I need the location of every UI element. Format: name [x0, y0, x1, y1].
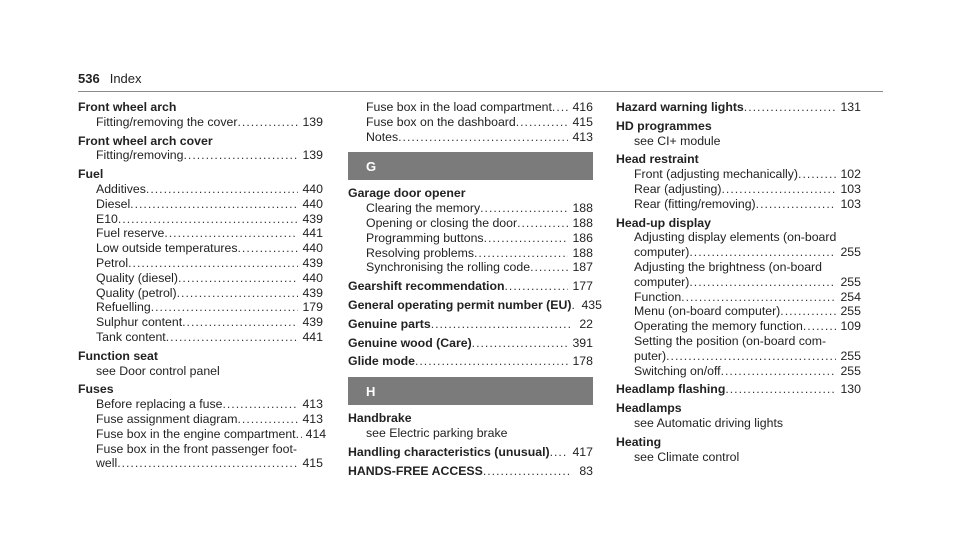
see-reference[interactable]: see Automatic driving lights	[634, 415, 784, 430]
subentry[interactable]: Quality (petrol) ..... 439	[78, 286, 323, 301]
subentry[interactable]: Fuse box in the engine compartment ..... 414	[78, 427, 323, 442]
entry-heading: Fuses	[78, 382, 114, 397]
page-number: 536	[78, 71, 100, 86]
letter-heading-g: G	[348, 152, 593, 180]
subentry[interactable]: Adjusting display elements (on-board	[634, 230, 837, 245]
index-entry	[348, 186, 593, 275]
page-ref: 255	[840, 245, 861, 260]
index-entry	[616, 216, 861, 379]
page-ref: 415	[302, 456, 323, 471]
page-ref: 139	[302, 148, 323, 163]
page-ref: 439	[302, 315, 323, 330]
entry-heading: Gearshift recommendation	[348, 279, 505, 294]
subentry[interactable]: Synchronising the rolling code ..... 187	[348, 260, 593, 275]
see-reference[interactable]: see Door control panel	[96, 363, 220, 378]
subentry-continued[interactable]: computer) ..... 255	[616, 245, 861, 260]
index-entry	[78, 134, 323, 164]
page-ref: 186	[572, 230, 593, 245]
entry-heading: Genuine wood (Care)	[348, 335, 472, 350]
subentry[interactable]: Operating the memory function ..... 109	[616, 319, 861, 334]
subentry[interactable]: Sulphur content ..... 439	[78, 315, 323, 330]
index-entry[interactable]	[348, 317, 593, 332]
subentry[interactable]: Low outside temperatures ..... 440	[78, 241, 323, 256]
page-ref: 440	[302, 196, 323, 211]
subentry-continued[interactable]: puter) ..... 255	[616, 349, 861, 364]
index-entry[interactable]	[348, 297, 602, 313]
page-ref: 440	[302, 241, 323, 256]
letter-heading-h: H	[348, 377, 593, 405]
page-ref: 22	[579, 316, 593, 331]
page-ref: 439	[302, 211, 323, 226]
index-entry	[616, 435, 861, 465]
subentry[interactable]: Fuse box in the load compartment ..... 416	[348, 100, 593, 115]
subentry[interactable]: Clearing the memory ..... 188	[348, 201, 593, 216]
page-ref: 102	[840, 167, 861, 182]
subentry[interactable]: Setting the position (on-board com-	[634, 333, 827, 348]
page-ref: 391	[572, 335, 593, 350]
index-entry[interactable]	[348, 445, 593, 460]
entry-heading: Genuine parts	[348, 316, 431, 331]
page-ref: 435	[581, 297, 602, 312]
page-ref: 414	[305, 426, 327, 441]
page-title: Index	[109, 71, 142, 86]
subentry[interactable]: Programming buttons ..... 186	[348, 231, 593, 246]
subentry[interactable]: Adjusting the brightness (on-board	[634, 259, 822, 274]
index-entry	[616, 401, 861, 431]
page-header	[78, 71, 142, 86]
subentry[interactable]: Switching on/off ..... 255	[616, 364, 861, 379]
entry-heading: Headlamp flashing	[616, 382, 726, 397]
subentry-continued[interactable]: well ..... 415	[78, 456, 323, 471]
subentry[interactable]: Quality (diesel) ..... 440	[78, 271, 323, 286]
entry-heading: Function seat	[78, 348, 158, 363]
entry-heading: Fuel	[78, 167, 104, 182]
page-ref: 413	[302, 397, 323, 412]
page-ref: 439	[302, 255, 323, 270]
page-ref: 416	[572, 100, 593, 114]
subentry[interactable]: Additives ..... 440	[78, 182, 323, 197]
subentry[interactable]: E10 ..... 439	[78, 212, 323, 227]
entry-heading: Garage door opener	[348, 186, 466, 201]
entry-heading: Headlamps	[616, 401, 682, 416]
subentry[interactable]: Rear (fitting/removing) ..... 103	[616, 197, 861, 212]
page-ref: 179	[302, 300, 323, 315]
entry-heading: Head-up display	[616, 215, 711, 230]
subentry[interactable]: Fitting/removing the cover ..... 139	[78, 115, 323, 130]
page-ref: 439	[302, 285, 323, 300]
page-ref: 254	[840, 289, 861, 304]
subentry[interactable]: Before replacing a fuse ..... 413	[78, 397, 323, 412]
page-ref: 255	[840, 363, 861, 378]
page-ref: 415	[572, 114, 593, 129]
page-ref: 188	[572, 245, 593, 260]
subentry[interactable]: Function ..... 254	[616, 290, 861, 305]
subentry[interactable]: Petrol ..... 439	[78, 256, 323, 271]
entry-heading: HD programmes	[616, 118, 712, 133]
subentry[interactable]: Tank content ..... 441	[78, 330, 323, 345]
index-entry[interactable]	[348, 464, 593, 479]
page-ref: 178	[572, 354, 593, 369]
page-ref: 177	[572, 279, 593, 294]
see-reference[interactable]: see CI+ module	[634, 133, 721, 148]
entry-heading: HANDS-FREE ACCESS	[348, 463, 483, 478]
page-ref: 109	[840, 319, 861, 334]
index-entry	[78, 349, 323, 379]
index-entry	[348, 411, 593, 441]
page-ref: 103	[840, 181, 861, 196]
index-entry[interactable]	[616, 100, 861, 115]
index-entry[interactable]	[348, 279, 593, 294]
page-ref: 139	[302, 114, 323, 129]
index-entry-continued	[348, 100, 593, 144]
index-column-2	[348, 100, 602, 482]
index-column-1	[78, 100, 327, 475]
index-entry	[616, 152, 861, 211]
page-ref: 103	[840, 196, 861, 211]
page-ref: 440	[302, 270, 323, 285]
subentry-continued[interactable]: computer) ..... 255	[616, 275, 861, 290]
page-ref: 130	[840, 382, 861, 397]
page-ref: 255	[840, 348, 861, 363]
see-reference[interactable]: see Climate control	[634, 449, 740, 464]
index-entry	[78, 382, 327, 471]
index-column-3	[616, 100, 861, 468]
page-ref: 255	[840, 304, 861, 319]
page-ref: 131	[840, 100, 861, 114]
page-ref: 188	[572, 201, 593, 216]
subentry[interactable]: Refuelling ..... 179	[78, 300, 323, 315]
page-ref: 413	[572, 129, 593, 144]
page-ref: 413	[302, 411, 323, 426]
entry-heading: Handling characteristics (unusual)	[348, 444, 550, 459]
subentry[interactable]: Fuel reserve ..... 441	[78, 226, 323, 241]
page-ref: 83	[579, 463, 593, 478]
page-ref: 188	[572, 215, 593, 230]
page-ref: 255	[840, 274, 861, 289]
see-reference[interactable]: see Electric parking brake	[366, 425, 508, 440]
subentry[interactable]: Menu (on-board computer) ..... 255	[616, 304, 861, 319]
subentry[interactable]: Fuse box on the dashboard ..... 415	[348, 115, 593, 130]
entry-heading: General operating permit number (EU)	[348, 297, 572, 312]
index-entry	[78, 100, 323, 130]
entry-heading: Heating	[616, 434, 662, 449]
subentry[interactable]: Rear (adjusting) ..... 103	[616, 182, 861, 197]
index-entry[interactable]	[348, 336, 593, 351]
subentry[interactable]: Opening or closing the door ..... 188	[348, 216, 593, 231]
subentry[interactable]: Front (adjusting mechanically) ..... 102	[616, 167, 861, 182]
subentry[interactable]: Fuse assignment diagram ..... 413	[78, 412, 323, 427]
subentry[interactable]: Fitting/removing ..... 139	[78, 148, 323, 163]
subentry[interactable]: Diesel ..... 440	[78, 197, 323, 212]
subentry[interactable]: Notes ..... 413	[348, 130, 593, 145]
subentry[interactable]: Fuse box in the front passenger foot-	[96, 441, 297, 456]
entry-heading: Front wheel arch cover	[78, 133, 213, 148]
index-entry	[78, 167, 323, 345]
entry-heading: Glide mode	[348, 354, 415, 369]
page-ref: 441	[302, 226, 323, 241]
index-entry[interactable]	[616, 382, 861, 397]
subentry[interactable]: Resolving problems ..... 188	[348, 246, 593, 261]
index-entry	[616, 119, 861, 149]
entry-heading: Handbrake	[348, 411, 412, 426]
entry-heading: Hazard warning lights	[616, 100, 744, 114]
page-ref: 417	[572, 444, 593, 459]
entry-heading: Front wheel arch	[78, 100, 177, 114]
index-entry[interactable]	[348, 354, 593, 369]
entry-heading: Head restraint	[616, 152, 699, 167]
page-ref: 440	[302, 181, 323, 196]
page-ref: 187	[572, 260, 593, 275]
page-ref: 441	[302, 329, 323, 344]
header-rule	[78, 91, 883, 92]
